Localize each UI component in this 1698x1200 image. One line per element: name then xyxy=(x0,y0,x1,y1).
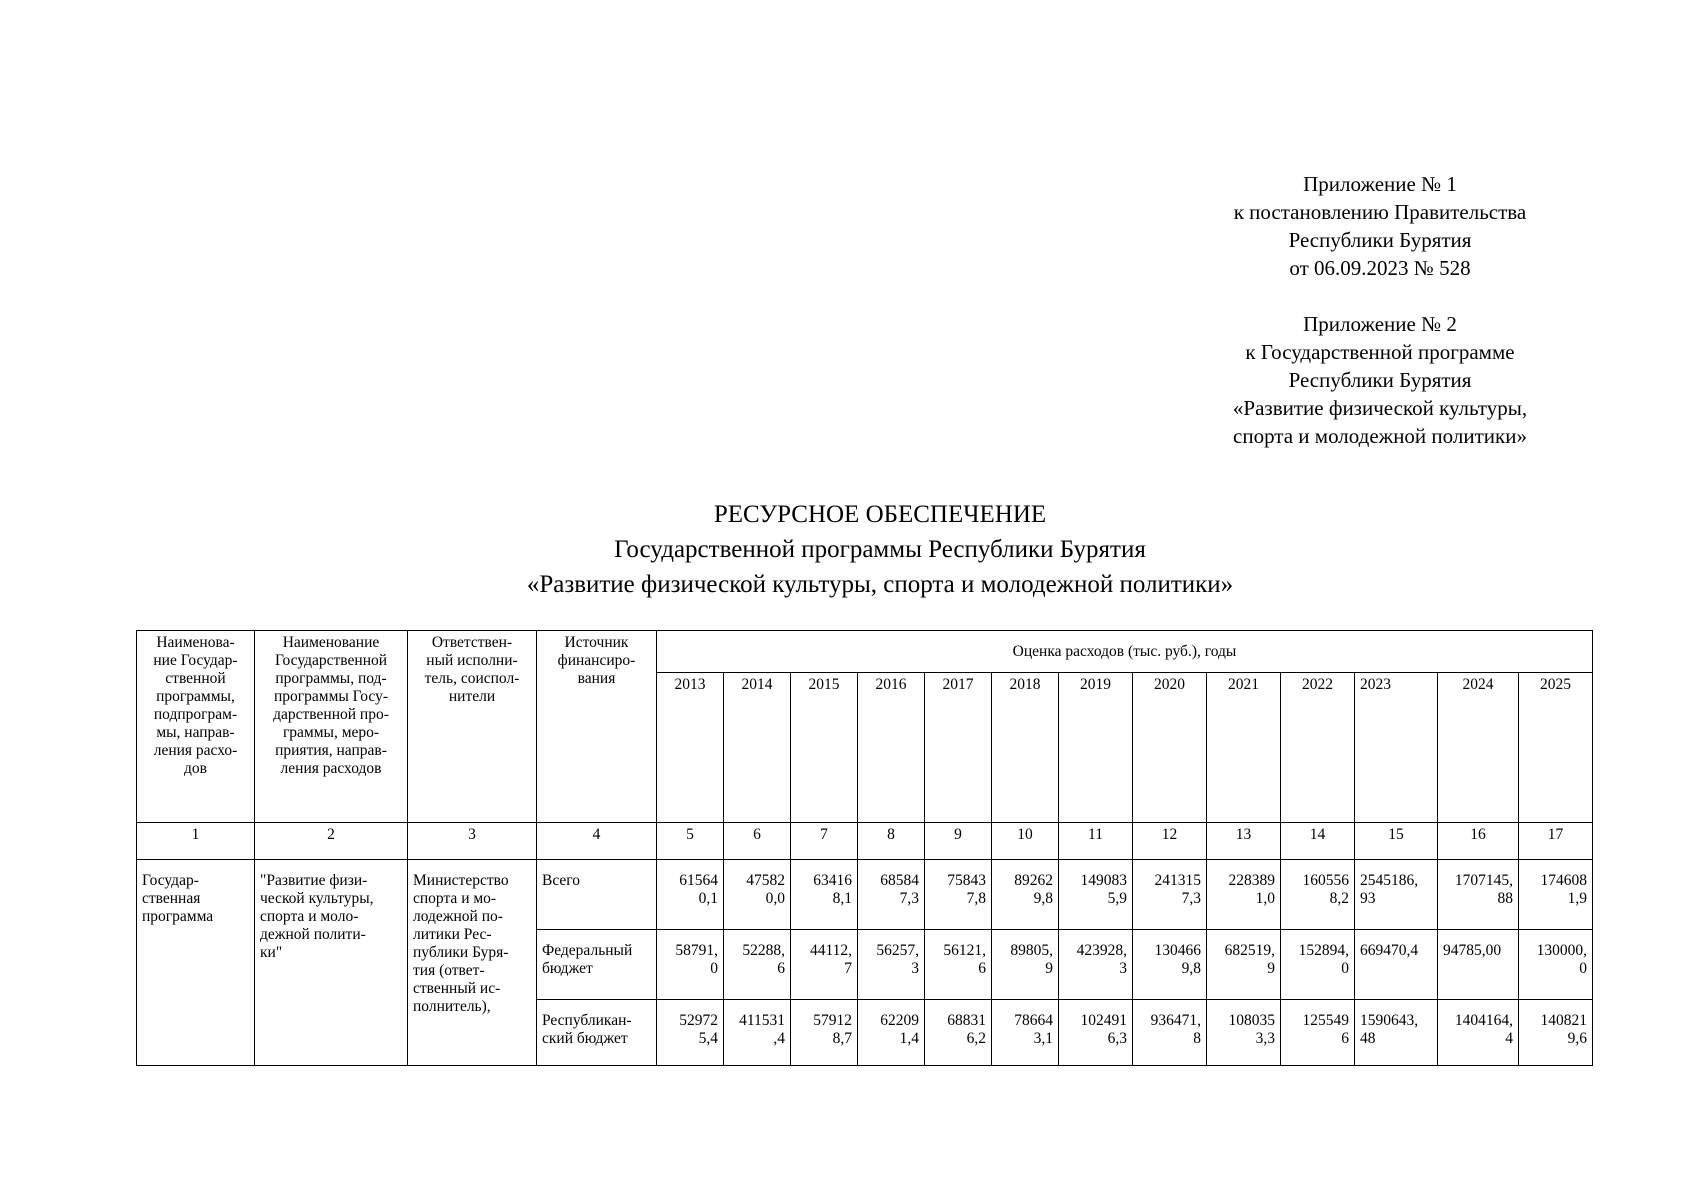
appendix-2-line: Приложение № 2 xyxy=(1303,312,1457,336)
value-cell: 669470,4 xyxy=(1355,930,1438,1000)
value-cell: 61564 0,1 xyxy=(657,860,724,930)
value-cell: 2545186, 93 xyxy=(1355,860,1438,930)
value-cell: 936471, 8 xyxy=(1133,1000,1207,1066)
year-header: 2016 xyxy=(858,673,925,823)
column-number: 3 xyxy=(408,823,537,860)
value-cell: 1404164, 4 xyxy=(1438,1000,1519,1066)
value-cell: 102491 6,3 xyxy=(1059,1000,1133,1066)
value-cell: 57912 8,7 xyxy=(791,1000,858,1066)
value-cell: 682519, 9 xyxy=(1207,930,1281,1000)
column-number: 11 xyxy=(1059,823,1133,860)
column-number: 9 xyxy=(925,823,992,860)
program-type-cell: Государ- ственная программа xyxy=(137,860,255,1066)
value-cell: 140821 9,6 xyxy=(1519,1000,1593,1066)
year-header: 2013 xyxy=(657,673,724,823)
value-cell: 174608 1,9 xyxy=(1519,860,1593,930)
value-cell: 58791, 0 xyxy=(657,930,724,1000)
value-cell: 1590643, 48 xyxy=(1355,1000,1438,1066)
title-line: Государственной программы Республики Бурятия xyxy=(614,536,1146,563)
value-cell: 411531 ,4 xyxy=(724,1000,791,1066)
value-cell: 423928, 3 xyxy=(1059,930,1133,1000)
title-line: «Развитие физической культуры, спорта и молодежной политики» xyxy=(526,571,1234,598)
value-cell: 78664 3,1 xyxy=(992,1000,1059,1066)
appendix-2-block xyxy=(1180,310,1580,450)
column-number: 17 xyxy=(1519,823,1593,860)
column-number: 5 xyxy=(657,823,724,860)
value-cell: 1707145, 88 xyxy=(1438,860,1519,930)
value-cell: 241315 7,3 xyxy=(1133,860,1207,930)
value-cell: 89262 9,8 xyxy=(992,860,1059,930)
column-number: 13 xyxy=(1207,823,1281,860)
funding-source-cell: Федеральный бюджет xyxy=(537,930,657,1000)
resource-table xyxy=(136,630,1593,1066)
value-cell: 149083 5,9 xyxy=(1059,860,1133,930)
year-header: 2017 xyxy=(925,673,992,823)
header-program-type: Наименова- ние Государ- ственной программы, подпрограм- мы, направ- ления расхо- дов xyxy=(137,631,255,823)
value-cell: 130466 9,8 xyxy=(1133,930,1207,1000)
appendix-1-line: к постановлению Правительства xyxy=(1233,200,1527,224)
value-cell: 75843 7,8 xyxy=(925,860,992,930)
appendix-2-line: Республики Бурятия xyxy=(1288,368,1472,392)
year-header: 2015 xyxy=(791,673,858,823)
column-number: 10 xyxy=(992,823,1059,860)
value-cell: 125549 6 xyxy=(1281,1000,1355,1066)
column-number: 2 xyxy=(255,823,408,860)
column-number: 6 xyxy=(724,823,791,860)
value-cell: 130000, 0 xyxy=(1519,930,1593,1000)
appendix-2-line: спорта и молодежной политики» xyxy=(1233,424,1527,448)
appendix-1-line: от 06.09.2023 № 528 xyxy=(1289,256,1471,280)
year-header: 2025 xyxy=(1519,673,1593,823)
value-cell: 52972 5,4 xyxy=(657,1000,724,1066)
appendix-2-line: к Государственной программе xyxy=(1245,340,1515,364)
funding-source-cell: Республикан- ский бюджет xyxy=(537,1000,657,1066)
year-header: 2023 xyxy=(1355,673,1438,823)
table-row-total xyxy=(137,860,1593,930)
column-number: 7 xyxy=(791,823,858,860)
value-cell: 62209 1,4 xyxy=(858,1000,925,1066)
value-cell: 94785,00 xyxy=(1438,930,1519,1000)
value-cell: 152894, 0 xyxy=(1281,930,1355,1000)
column-number: 1 xyxy=(137,823,255,860)
value-cell: 89805, 9 xyxy=(992,930,1059,1000)
program-name-cell: "Развитие физи- ческой культуры, спорта и моло- дежной полити- ки" xyxy=(255,860,408,1066)
appendix-1-line: Приложение № 1 xyxy=(1303,172,1457,196)
year-header: 2022 xyxy=(1281,673,1355,823)
value-cell: 44112, 7 xyxy=(791,930,858,1000)
value-cell: 52288, 6 xyxy=(724,930,791,1000)
value-cell: 47582 0,0 xyxy=(724,860,791,930)
column-number: 12 xyxy=(1133,823,1207,860)
value-cell: 160556 8,2 xyxy=(1281,860,1355,930)
value-cell: 108035 3,3 xyxy=(1207,1000,1281,1066)
value-cell: 63416 8,1 xyxy=(791,860,858,930)
year-header: 2021 xyxy=(1207,673,1281,823)
header-program-name: Наименование Государственной программы, под- программы Госу- дарственной про- граммы, меро- приятия, направ- ления расходов xyxy=(255,631,408,823)
header-funding-source: Источник финансиро- вания xyxy=(537,631,657,823)
column-number: 14 xyxy=(1281,823,1355,860)
header-expense-estimate: Оценка расходов (тыс. руб.), годы xyxy=(657,631,1593,673)
year-header: 2019 xyxy=(1059,673,1133,823)
value-cell: 228389 1,0 xyxy=(1207,860,1281,930)
year-header: 2014 xyxy=(724,673,791,823)
year-header: 2018 xyxy=(992,673,1059,823)
year-header: 2024 xyxy=(1438,673,1519,823)
appendix-2-line: «Развитие физической культуры, xyxy=(1232,396,1528,420)
value-cell: 68584 7,3 xyxy=(858,860,925,930)
column-number: 16 xyxy=(1438,823,1519,860)
value-cell: 68831 6,2 xyxy=(925,1000,992,1066)
header-executor: Ответствен- ный исполни- тель, соиспол- нители xyxy=(408,631,537,823)
column-number: 8 xyxy=(858,823,925,860)
appendix-1-line: Республики Бурятия xyxy=(1288,228,1472,252)
funding-source-cell: Всего xyxy=(537,860,657,930)
appendix-1-block xyxy=(1180,170,1580,282)
column-number: 4 xyxy=(537,823,657,860)
year-header: 2020 xyxy=(1133,673,1207,823)
column-number: 15 xyxy=(1355,823,1438,860)
title-line: РЕСУРСНОЕ ОБЕСПЕЧЕНИЕ xyxy=(713,501,1047,528)
value-cell: 56257, 3 xyxy=(858,930,925,1000)
executor-cell: Министерство спорта и мо- лодежной по- литики Рес- публики Буря- тия (ответ- ственный ис- полнитель), xyxy=(408,860,537,1066)
document-title xyxy=(0,497,1698,602)
value-cell: 56121, 6 xyxy=(925,930,992,1000)
